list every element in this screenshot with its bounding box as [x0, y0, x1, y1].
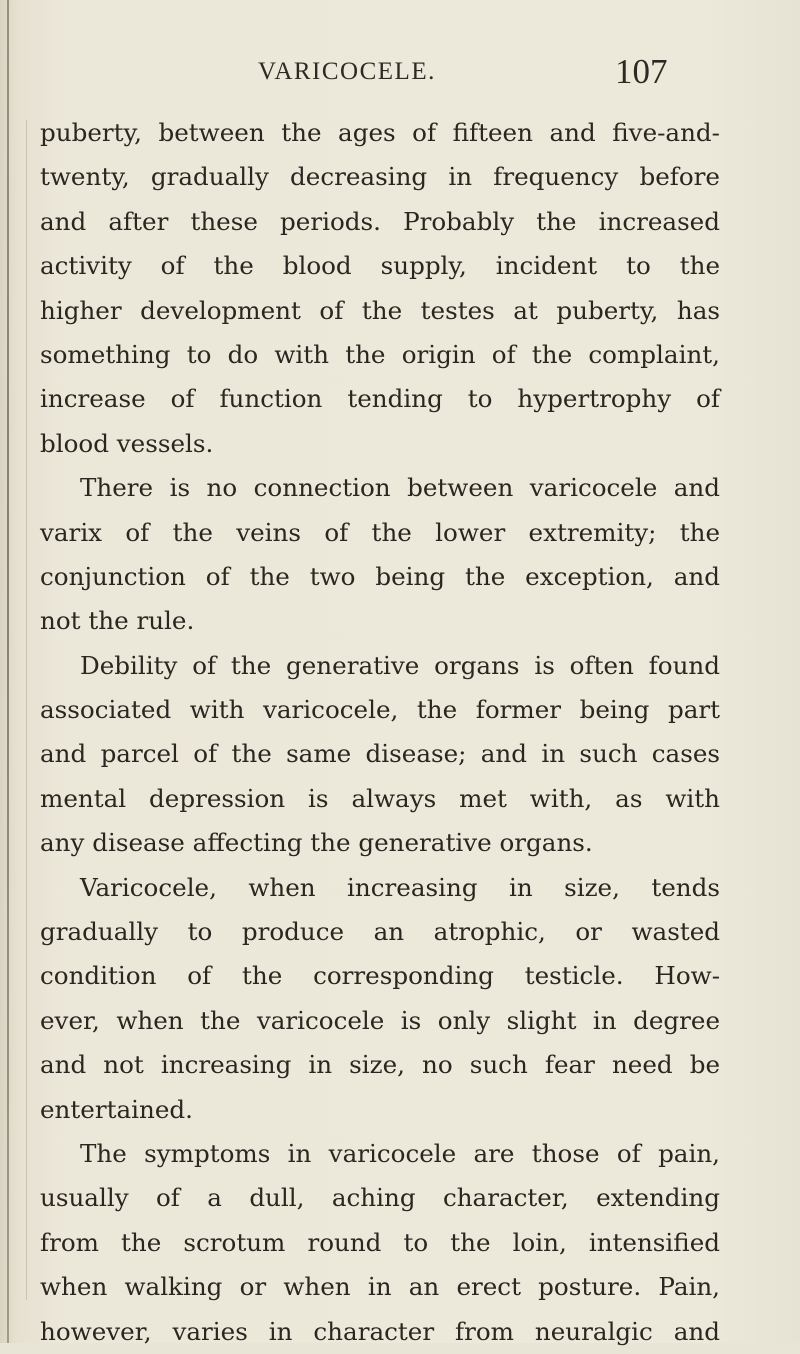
text-line: and not increasing in size, no such fear need be [40, 1050, 720, 1080]
text-line: higher development of the testes at puberty, has [40, 295, 720, 325]
page-shadow-line [26, 120, 27, 1300]
body-text [40, 111, 720, 1354]
text-line: entertained. [40, 1094, 193, 1124]
text-line: condition of the corresponding testicle. How- [40, 961, 720, 991]
paragraph-start: Debility of the generative organs is often found [80, 650, 720, 680]
paragraph-start: Varicocele, when increasing in size, tends [80, 872, 720, 902]
text-line: and after these periods. Probably the increased [40, 206, 720, 236]
text-line: activity of the blood supply, incident to the [40, 251, 720, 281]
text-line: puberty, between the ages of fifteen and five-and- [40, 118, 720, 147]
running-head [258, 52, 718, 102]
text-line: twenty, gradually decreasing in frequency before [40, 162, 720, 192]
running-head-title: VARICOCELE. [258, 58, 436, 85]
paragraph-start: There is no connection between varicocele and [80, 473, 720, 503]
text-line: and parcel of the same disease; and in such cases [40, 739, 720, 769]
paragraph-start: The symptoms in varicocele are those of pain, [80, 1138, 720, 1168]
text-line: increase of function tending to hypertrophy of [40, 384, 720, 414]
text-line: varix of the veins of the lower extremity; the [40, 517, 720, 547]
text-line: conjunction of the two being the exception, and [40, 561, 720, 591]
text-line: when walking or when in an erect posture. Pain, [40, 1272, 720, 1302]
text-line: gradually to produce an atrophic, or wasted [40, 917, 720, 947]
page-number: 107 [615, 52, 668, 91]
text-line: any disease affecting the generative organs. [40, 828, 593, 858]
text-line: not the rule. [40, 606, 195, 636]
text-line: mental depression is always met with, as with [40, 783, 720, 813]
text-line: associated with varicocele, the former being part [40, 695, 720, 725]
binding-edge [7, 0, 9, 1343]
text-line: ever, when the varicocele is only slight in degree [40, 1005, 720, 1035]
text-line: from the scrotum round to the loin, intensified [40, 1227, 720, 1257]
text-line: however, varies in character from neuralgic and [40, 1316, 720, 1346]
text-line: something to do with the origin of the complaint, [40, 339, 720, 369]
text-line: blood vessels. [40, 428, 214, 458]
text-line: usually of a dull, aching character, extending [40, 1183, 720, 1213]
